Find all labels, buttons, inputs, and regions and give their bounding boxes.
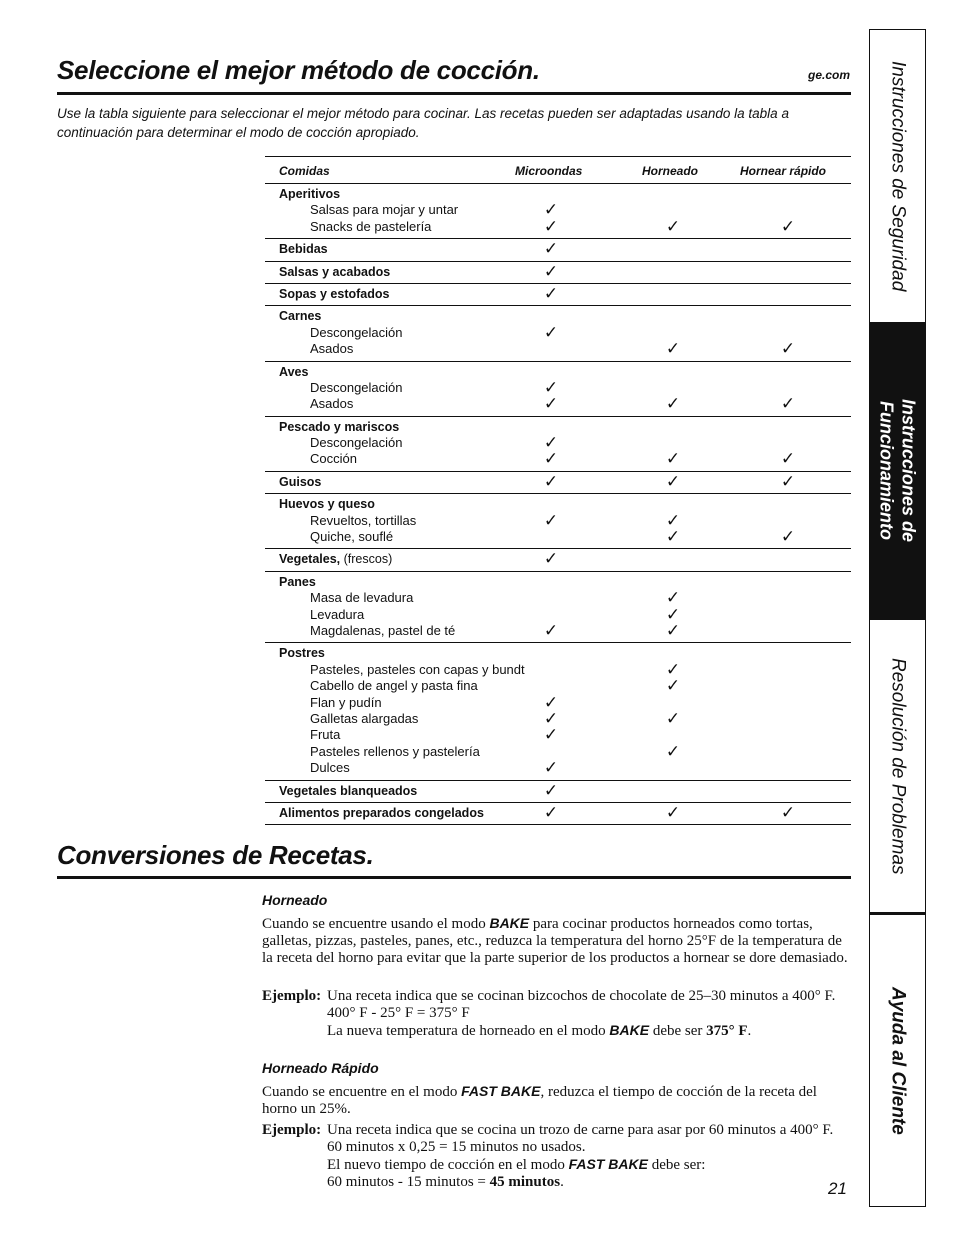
table-row bbox=[265, 510, 851, 531]
bake-example-label: Ejemplo: bbox=[262, 988, 322, 1004]
check-mark: ✓ bbox=[543, 549, 559, 570]
table-row bbox=[265, 708, 851, 729]
table-row bbox=[265, 339, 851, 360]
bake-text-before: Cuando se encuentre usando el modo bbox=[262, 916, 490, 932]
table-group bbox=[265, 572, 851, 644]
tab-operating-label bbox=[876, 399, 920, 542]
check-mark: ✓ bbox=[780, 527, 796, 548]
bake-paragraph bbox=[262, 915, 852, 967]
group-name: Carnes bbox=[279, 309, 322, 324]
item-label: Pasteles rellenos y pastelería bbox=[310, 743, 480, 759]
fast-bake-text-before: Cuando se encuentre en el modo bbox=[262, 1084, 462, 1100]
item-label: Masa de levadura bbox=[310, 590, 414, 606]
tab-customer-help[interactable] bbox=[870, 915, 925, 1206]
conversions-title: Conversiones de Recetas. bbox=[57, 840, 374, 870]
table-group bbox=[265, 417, 851, 472]
table-row bbox=[265, 549, 851, 570]
check-mark: ✓ bbox=[780, 802, 796, 823]
table-row bbox=[265, 620, 851, 641]
table-group bbox=[265, 284, 851, 306]
table-row bbox=[265, 741, 851, 762]
group-label bbox=[279, 286, 389, 302]
check-mark: ✓ bbox=[543, 377, 559, 398]
bake-example-line1: Una receta indica que se cocinan bizcochos de chocolate de 25–30 minutos a 400° F. bbox=[327, 988, 836, 1004]
fast-bake-example-line4-text: 60 minutos - 15 minutos = bbox=[327, 1174, 490, 1190]
item-label: Cabello de angel y pasta fina bbox=[310, 678, 478, 694]
group-name: Salsas y acabados bbox=[279, 264, 391, 279]
bake-example-line2: 400° F - 25° F = 375° F bbox=[327, 1005, 470, 1021]
table-row bbox=[265, 283, 851, 304]
bake-example-line3 bbox=[327, 1022, 852, 1040]
intro-text: Use la tabla siguiente para seleccionar el mejor método para cocinar. Las recetas pueden ser adaptadas usando la tabla a continuación para determinar el modo de cocción apropiado. bbox=[57, 106, 789, 140]
check-mark: ✓ bbox=[780, 449, 796, 470]
item-label: Fruta bbox=[310, 727, 341, 743]
bake-example-line3-mid: debe ser bbox=[649, 1023, 707, 1039]
fast-bake-example-line4-end: . bbox=[560, 1174, 564, 1190]
check-mark: ✓ bbox=[665, 449, 681, 470]
table-row bbox=[265, 216, 851, 237]
bake-example bbox=[262, 988, 852, 1040]
group-name: Guisos bbox=[279, 474, 322, 489]
table-row bbox=[265, 758, 851, 779]
fast-bake-example-result: 45 minutos bbox=[489, 1174, 561, 1190]
check-mark: ✓ bbox=[543, 708, 559, 729]
group-label bbox=[279, 551, 392, 567]
col-header-fast-bake: Hornear rápido bbox=[740, 164, 827, 178]
fast-bake-example-line2: 60 minutos x 0,25 = 15 minutos no usados. bbox=[327, 1139, 586, 1155]
table-group bbox=[265, 643, 851, 780]
table-group bbox=[265, 549, 851, 571]
item-label: Revueltos, tortillas bbox=[310, 512, 417, 528]
check-mark: ✓ bbox=[543, 510, 559, 531]
check-mark: ✓ bbox=[665, 588, 681, 609]
table-row bbox=[265, 449, 851, 470]
fast-bake-example-line3-text: El nuevo tiempo de cocción en el modo bbox=[327, 1157, 569, 1173]
bake-text-after: para cocinar productos horneados como tortas, galletas, pizzas, pasteles, panes, etc., reduzca la temperatura del horno 25°F de la temperatura de la receta del horno para evitar que la parte superior de los productos a hornear se dore demasiado. bbox=[262, 916, 848, 966]
fast-bake-mode-name: FAST BAKE bbox=[461, 1083, 541, 1099]
table-row bbox=[265, 527, 851, 548]
check-mark: ✓ bbox=[543, 200, 559, 221]
table-row bbox=[265, 659, 851, 680]
fast-bake-example-line3-after: debe ser: bbox=[647, 1157, 706, 1173]
item-label: Descongelación bbox=[310, 435, 403, 451]
check-mark: ✓ bbox=[665, 802, 681, 823]
check-mark: ✓ bbox=[665, 216, 681, 237]
group-label bbox=[279, 783, 417, 799]
item-label: Flan y pudín bbox=[310, 694, 382, 710]
item-label: Pasteles, pasteles con capas y bundt bbox=[310, 661, 525, 677]
bake-example-mode: BAKE bbox=[609, 1022, 650, 1038]
check-mark: ✓ bbox=[543, 322, 559, 343]
site-url: ge.com bbox=[807, 68, 850, 82]
group-label bbox=[279, 805, 484, 821]
col-header-microwave: Microondas bbox=[515, 164, 583, 178]
table-row bbox=[265, 574, 851, 590]
item-label: Magdalenas, pastel de té bbox=[310, 622, 456, 638]
check-mark: ✓ bbox=[543, 261, 559, 282]
side-tab-bar bbox=[869, 29, 926, 1207]
group-label bbox=[279, 474, 321, 490]
bake-example-line3-text: La nueva temperatura de horneado en el modo bbox=[327, 1023, 610, 1039]
fast-bake-example-label: Ejemplo: bbox=[262, 1122, 322, 1138]
item-label: Descongelación bbox=[310, 324, 403, 340]
fast-bake-heading: Horneado Rápido bbox=[262, 1060, 379, 1076]
check-mark: ✓ bbox=[780, 339, 796, 360]
check-mark: ✓ bbox=[543, 449, 559, 470]
col-header-foods: Comidas bbox=[279, 164, 330, 178]
item-label: Asados bbox=[310, 341, 354, 357]
group-name: Vegetales blanqueados bbox=[279, 783, 418, 798]
group-label bbox=[279, 419, 399, 435]
fast-bake-example-line1: Una receta indica que se cocina un trozo de carne para asar por 60 minutos a 400° F. bbox=[327, 1122, 834, 1138]
item-label: Salsas para mojar y untar bbox=[310, 202, 459, 218]
check-mark: ✓ bbox=[780, 471, 796, 492]
check-mark: ✓ bbox=[665, 620, 681, 641]
table-row bbox=[265, 725, 851, 746]
tab-safety-instructions[interactable] bbox=[870, 30, 925, 322]
group-label bbox=[279, 264, 390, 280]
fast-bake-example-mode: FAST BAKE bbox=[568, 1156, 648, 1172]
check-mark: ✓ bbox=[543, 471, 559, 492]
group-label bbox=[279, 241, 328, 257]
table-row bbox=[265, 604, 851, 625]
fast-bake-text-after: , reduzca el tiempo de cocción de la receta del horno un 25%. bbox=[262, 1084, 817, 1117]
tab-operating-instructions[interactable] bbox=[870, 322, 925, 620]
table-row bbox=[265, 433, 851, 454]
table-row bbox=[265, 676, 851, 697]
conversions-rule bbox=[57, 876, 851, 879]
table-header bbox=[265, 157, 851, 184]
bake-heading: Horneado bbox=[262, 892, 328, 908]
group-name: Postres bbox=[279, 646, 325, 661]
tab-troubleshooting[interactable] bbox=[870, 620, 925, 912]
group-name: Alimentos preparados congelados bbox=[279, 805, 484, 820]
check-mark: ✓ bbox=[665, 510, 681, 531]
item-label: Asados bbox=[310, 396, 354, 412]
table-row bbox=[265, 308, 851, 324]
tab-operating-label-line2: Funcionamiento bbox=[876, 401, 897, 541]
check-mark: ✓ bbox=[543, 216, 559, 237]
fast-bake-example-line3 bbox=[327, 1156, 852, 1174]
table-group bbox=[265, 306, 851, 361]
item-label: Quiche, souflé bbox=[310, 529, 394, 545]
check-mark: ✓ bbox=[665, 741, 681, 762]
table-row bbox=[265, 239, 851, 260]
fast-bake-example-line4 bbox=[327, 1174, 852, 1191]
group-name: Vegetales, bbox=[279, 552, 341, 567]
item-label: Cocción bbox=[310, 451, 357, 467]
check-mark: ✓ bbox=[665, 527, 681, 548]
col-header-bake: Horneado bbox=[642, 164, 699, 178]
table-row bbox=[265, 780, 851, 801]
check-mark: ✓ bbox=[543, 780, 559, 801]
tab-safety-label: Instrucciones de Seguridad bbox=[887, 60, 909, 292]
group-label bbox=[279, 308, 321, 324]
check-mark: ✓ bbox=[543, 758, 559, 779]
table-row bbox=[265, 588, 851, 609]
check-mark: ✓ bbox=[665, 676, 681, 697]
cooking-method-table bbox=[265, 156, 851, 825]
group-name: Panes bbox=[279, 574, 316, 589]
table-group bbox=[265, 472, 851, 494]
table-row bbox=[265, 394, 851, 415]
item-label: Levadura bbox=[310, 606, 365, 622]
check-mark: ✓ bbox=[543, 802, 559, 823]
fast-bake-paragraph bbox=[262, 1083, 852, 1118]
bake-example-line3-end: . bbox=[747, 1023, 752, 1039]
table-row bbox=[265, 496, 851, 512]
table-group bbox=[265, 262, 851, 284]
check-mark: ✓ bbox=[780, 394, 796, 415]
group-label bbox=[279, 186, 340, 202]
check-mark: ✓ bbox=[543, 433, 559, 454]
item-label: Descongelación bbox=[310, 379, 403, 395]
table-row bbox=[265, 692, 851, 713]
check-mark: ✓ bbox=[543, 620, 559, 641]
table-body bbox=[265, 184, 851, 825]
fast-bake-example bbox=[262, 1122, 852, 1191]
table-row bbox=[265, 802, 851, 823]
page-number: 21 bbox=[828, 1179, 847, 1198]
table-row bbox=[265, 645, 851, 661]
table-row bbox=[265, 364, 851, 380]
bake-mode-name: BAKE bbox=[489, 915, 530, 931]
check-mark: ✓ bbox=[665, 339, 681, 360]
item-label: Dulces bbox=[310, 760, 350, 776]
group-label bbox=[279, 645, 325, 661]
check-mark: ✓ bbox=[543, 239, 559, 260]
check-mark: ✓ bbox=[665, 604, 681, 625]
table-group bbox=[265, 494, 851, 549]
check-mark: ✓ bbox=[543, 283, 559, 304]
table-group bbox=[265, 781, 851, 803]
title-rule bbox=[57, 92, 851, 95]
check-mark: ✓ bbox=[665, 708, 681, 729]
group-name-suffix: (frescos) bbox=[340, 552, 393, 567]
table-row bbox=[265, 186, 851, 202]
page-title: Seleccione el mejor método de cocción. bbox=[57, 55, 540, 85]
table-row bbox=[265, 419, 851, 435]
tab-operating-label-line1: Instrucciones de bbox=[898, 399, 919, 543]
group-label bbox=[279, 364, 308, 380]
bake-example-result: 375° F bbox=[706, 1023, 748, 1039]
check-mark: ✓ bbox=[780, 216, 796, 237]
tab-customer-help-label: Ayuda al Cliente bbox=[887, 986, 909, 1135]
group-name: Pescado y mariscos bbox=[279, 419, 400, 434]
table-row bbox=[265, 377, 851, 398]
group-label bbox=[279, 496, 375, 512]
table-row bbox=[265, 471, 851, 492]
table-group bbox=[265, 239, 851, 261]
table-group bbox=[265, 184, 851, 239]
group-name: Bebidas bbox=[279, 242, 328, 257]
group-name: Aperitivos bbox=[279, 187, 341, 201]
group-label bbox=[279, 574, 316, 590]
item-label: Snacks de pastelería bbox=[310, 218, 432, 234]
group-name: Huevos y queso bbox=[279, 497, 375, 512]
group-name: Aves bbox=[279, 364, 309, 379]
table-row bbox=[265, 200, 851, 221]
check-mark: ✓ bbox=[543, 692, 559, 713]
check-mark: ✓ bbox=[543, 394, 559, 415]
table-group bbox=[265, 803, 851, 825]
check-mark: ✓ bbox=[665, 659, 681, 680]
tab-troubleshooting-label: Resolución de Problemas bbox=[887, 657, 909, 875]
item-label: Galletas alargadas bbox=[310, 710, 419, 726]
check-mark: ✓ bbox=[543, 725, 559, 746]
check-mark: ✓ bbox=[665, 471, 681, 492]
table-group bbox=[265, 362, 851, 417]
table-row bbox=[265, 322, 851, 343]
check-mark: ✓ bbox=[665, 394, 681, 415]
group-name: Sopas y estofados bbox=[279, 286, 390, 301]
table-row bbox=[265, 261, 851, 282]
